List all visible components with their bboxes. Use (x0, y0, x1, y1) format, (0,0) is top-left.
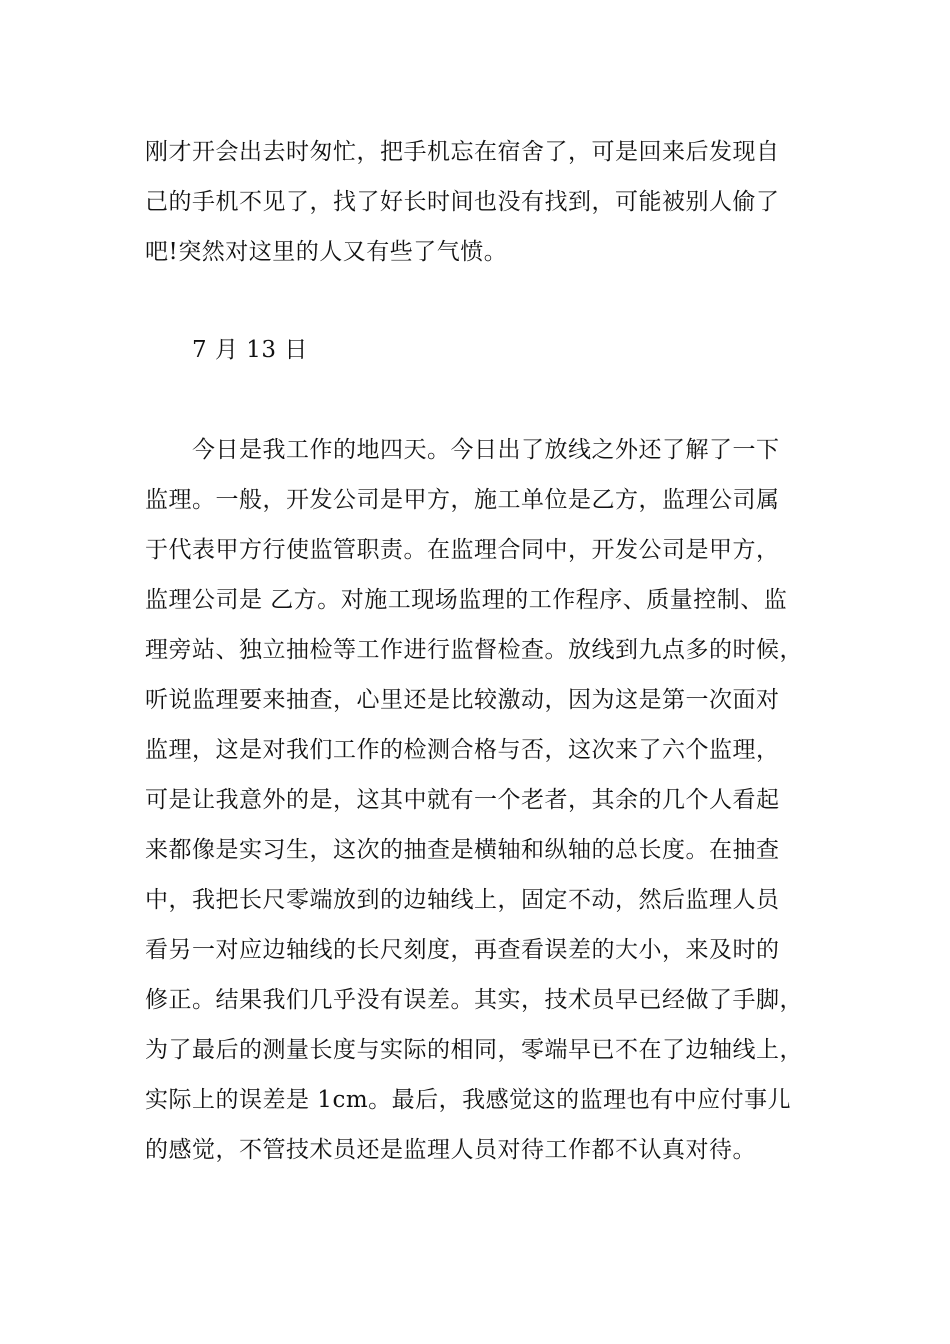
text-line: 监理，这是对我们工作的检测合格与否，这次来了六个监理， (145, 737, 780, 763)
paragraph-lost-phone (145, 127, 835, 277)
text-line: 吧!突然对这里的人又有些了气愤。 (145, 239, 508, 265)
text-line: 于代表甲方行使监管职责。在监理合同中，开发公司是甲方， (145, 537, 780, 563)
text-line: 己的手机不见了，找了好长时间也没有找到，可能被别人偷了 (145, 189, 780, 215)
date-heading: 7 月 13 日 (192, 337, 308, 363)
text-line: 看另一对应边轴线的长尺刻度，再查看误差的大小，来及时的 (145, 937, 780, 963)
paragraph-supervision (145, 425, 835, 1175)
text-line: 刚才开会出去时匆忙，把手机忘在宿舍了，可是回来后发现自 (145, 139, 780, 165)
text-line: 修正。结果我们几乎没有误差。其实，技术员早已经做了手脚， (145, 987, 803, 1013)
date-heading-block (145, 325, 835, 375)
text-line: 理旁站、独立抽检等工作进行监督检查。放线到九点多的时候， (145, 637, 803, 663)
text-line: 为了最后的测量长度与实际的相同，零端早已不在了边轴线上， (145, 1037, 803, 1063)
text-line: 来都像是实习生，这次的抽查是横轴和纵轴的总长度。在抽查 (145, 837, 780, 863)
text-line: 可是让我意外的是，这其中就有一个老者，其余的几个人看起 (145, 787, 780, 813)
text-line: 监理公司是 乙方。对施工现场监理的工作程序、质量控制、监 (145, 587, 788, 613)
text-line: 实际上的误差是 1cm。最后，我感觉这的监理也有中应付事儿 (145, 1087, 792, 1113)
text-line: 今日是我工作的地四天。今日出了放线之外还了解了一下 (192, 437, 780, 463)
text-line: 听说监理要来抽查，心里还是比较激动，因为这是第一次面对 (145, 687, 780, 713)
text-line: 的感觉，不管技术员还是监理人员对待工作都不认真对待。 (145, 1137, 756, 1163)
text-line: 中，我把长尺零端放到的边轴线上，固定不动，然后监理人员 (145, 887, 780, 913)
text-line: 监理。一般，开发公司是甲方，施工单位是乙方，监理公司属 (145, 487, 780, 513)
